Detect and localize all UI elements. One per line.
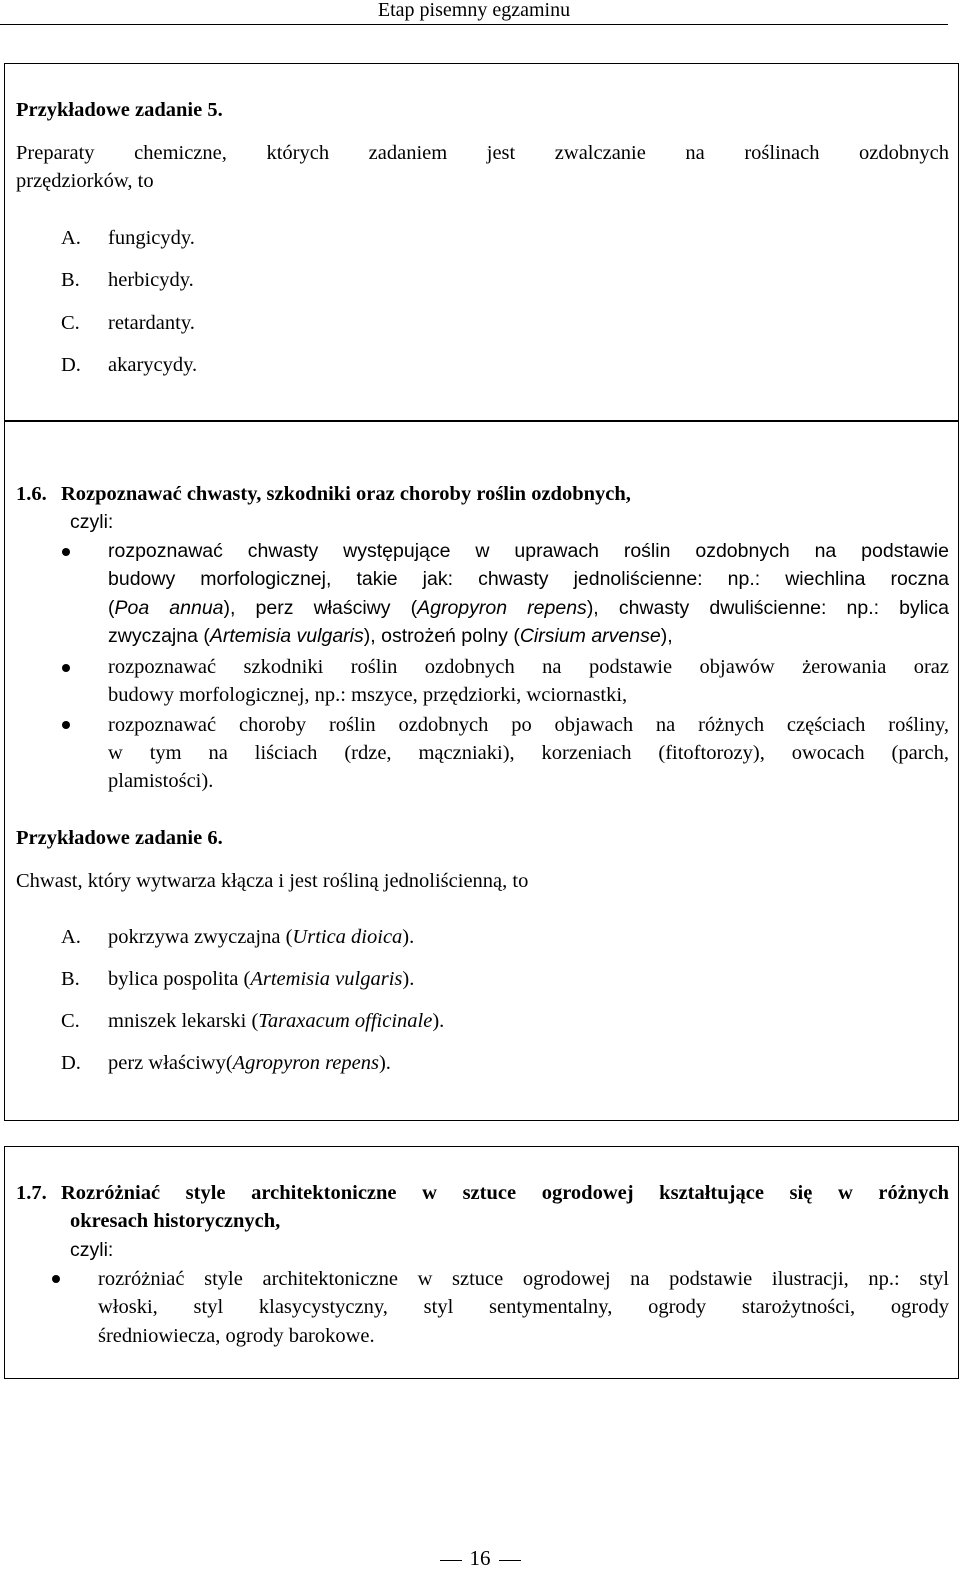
example-5-option: [0, 351, 500, 381]
option-text: [108, 1049, 391, 1077]
page-footer: [0, 1544, 960, 1572]
text-fragment: ),: [660, 625, 673, 647]
s17-bullet1-line3: średniowiecza, ogrody barokowe.: [98, 1325, 375, 1347]
bullet3-line1: rozpoznawać choroby roślin ozdobnych po objawach na różnych częściach rośliny,: [108, 714, 949, 736]
page-header: [0, 0, 948, 25]
option-text: retardanty.: [108, 312, 195, 334]
bullet-icon: [62, 721, 70, 729]
bullet-icon: [62, 664, 70, 672]
section-1-7-heading-line1: Rozróżniać style architektoniczne w sztuce ogrodowej kształtujące się w różnych: [61, 1182, 949, 1204]
option-letter: B.: [61, 968, 80, 990]
bullet2-line2: budowy morfologicznej, np.: mszyce, przędziorki, wciornastki,: [108, 684, 628, 706]
example-6-title: Przykładowe zadanie 6.: [16, 827, 223, 849]
bullet1-line2: budowy morfologicznej, takie jak: chwasty jednoliścienne: np.: wiechlina roczna: [108, 568, 949, 590]
latin-name: Artemisia vulgaris: [209, 625, 364, 647]
text-fragment: zwyczajna (: [108, 625, 210, 647]
latin-name: Agropyron repens: [232, 1052, 379, 1074]
example-5-title: Przykładowe zadanie 5.: [16, 99, 223, 121]
example-6-option: [0, 923, 700, 953]
text-fragment: ), perz właściwy (: [223, 597, 418, 619]
bullet1-line4: [108, 622, 673, 650]
bullet3-line3: plamistości).: [108, 770, 214, 792]
header-title: Etap pisemny egzaminu: [377, 0, 571, 21]
example-6-question: Chwast, który wytwarza kłącza i jest rośliną jednoliścienną, to: [16, 870, 529, 892]
latin-name: Urtica dioica: [292, 926, 403, 948]
text-fragment: ).: [432, 1010, 445, 1032]
bullet2-line1: rozpoznawać szkodniki roślin ozdobnych na podstawie objawów żerowania oraz: [108, 656, 949, 678]
option-text: [108, 965, 414, 993]
bullet3-line2: w tym na liściach (rdze, mączniaki), korzeniach (fitoftorozy), owocach (parch,: [108, 742, 949, 764]
s17-bullet1-line2: włoski, styl klasycystyczny, styl sentymentalny, ogrody starożytności, ogrody: [98, 1296, 949, 1318]
bullet-icon: [62, 548, 70, 556]
bullet1-line3: [108, 594, 949, 622]
text-fragment: ).: [402, 926, 415, 948]
example-6-option: [0, 1049, 700, 1079]
option-text: [108, 1007, 444, 1035]
option-text: akarycydy.: [108, 354, 198, 376]
example-6-option: [0, 965, 700, 995]
section-1-7-czyli: czyli:: [70, 1239, 114, 1261]
dash-decoration: [440, 1560, 462, 1561]
example-5-question-line1: Preparaty chemiczne, których zadaniem jest zwalczanie na roślinach ozdobnych: [16, 142, 949, 164]
option-text: fungicydy.: [108, 227, 195, 249]
example-5-option: [0, 266, 500, 296]
text-fragment: mniszek lekarski (: [108, 1010, 259, 1032]
option-text: herbicydy.: [108, 269, 194, 291]
text-fragment: bylica pospolita (: [108, 968, 251, 990]
option-text: [108, 923, 414, 951]
section-1-7-heading-line2: okresach historycznych,: [70, 1210, 281, 1232]
option-letter: A.: [61, 227, 81, 249]
text-fragment: ), chwasty dwuliścienne: np.: bylica: [586, 597, 950, 619]
text-fragment: pokrzywa zwyczajna (: [108, 926, 293, 948]
page-number: 16: [469, 1546, 491, 1570]
latin-name: Artemisia vulgaris: [250, 968, 403, 990]
option-letter: D.: [61, 354, 81, 376]
s17-bullet1-line1: rozróżniać style architektoniczne w sztuce ogrodowej na podstawie ilustracji, np.: styl: [98, 1268, 949, 1290]
dash-decoration: [499, 1560, 521, 1561]
option-letter: A.: [61, 926, 81, 948]
example-5-option: [0, 224, 500, 254]
option-letter: C.: [61, 312, 80, 334]
bullet-icon: [52, 1275, 60, 1283]
option-letter: C.: [61, 1010, 80, 1032]
latin-name: Agropyron repens: [417, 597, 587, 619]
latin-name: Cirsium arvense: [519, 625, 661, 647]
option-letter: D.: [61, 1052, 81, 1074]
latin-name: Taraxacum officinale: [258, 1010, 433, 1032]
bullet1-line1: rozpoznawać chwasty występujące w uprawach roślin ozdobnych na podstawie: [108, 540, 949, 562]
section-1-6-number: 1.6.: [16, 483, 47, 505]
text-fragment: ), ostrożeń polny (: [363, 625, 520, 647]
example-6-option: [0, 1007, 700, 1037]
text-fragment: ).: [378, 1052, 391, 1074]
text-fragment: ).: [402, 968, 415, 990]
text-fragment: perz właściwy(: [108, 1052, 233, 1074]
section-1-6-heading: Rozpoznawać chwasty, szkodniki oraz choroby roślin ozdobnych,: [61, 483, 631, 505]
section-1-6-czyli: czyli:: [70, 511, 114, 533]
section-1-7-number: 1.7.: [16, 1182, 47, 1204]
example-5-question-line2: przędziorków, to: [16, 170, 154, 192]
text-fragment: (: [108, 597, 115, 619]
option-letter: B.: [61, 269, 80, 291]
latin-name: Poa annua: [114, 597, 224, 619]
example-5-option: [0, 309, 500, 339]
